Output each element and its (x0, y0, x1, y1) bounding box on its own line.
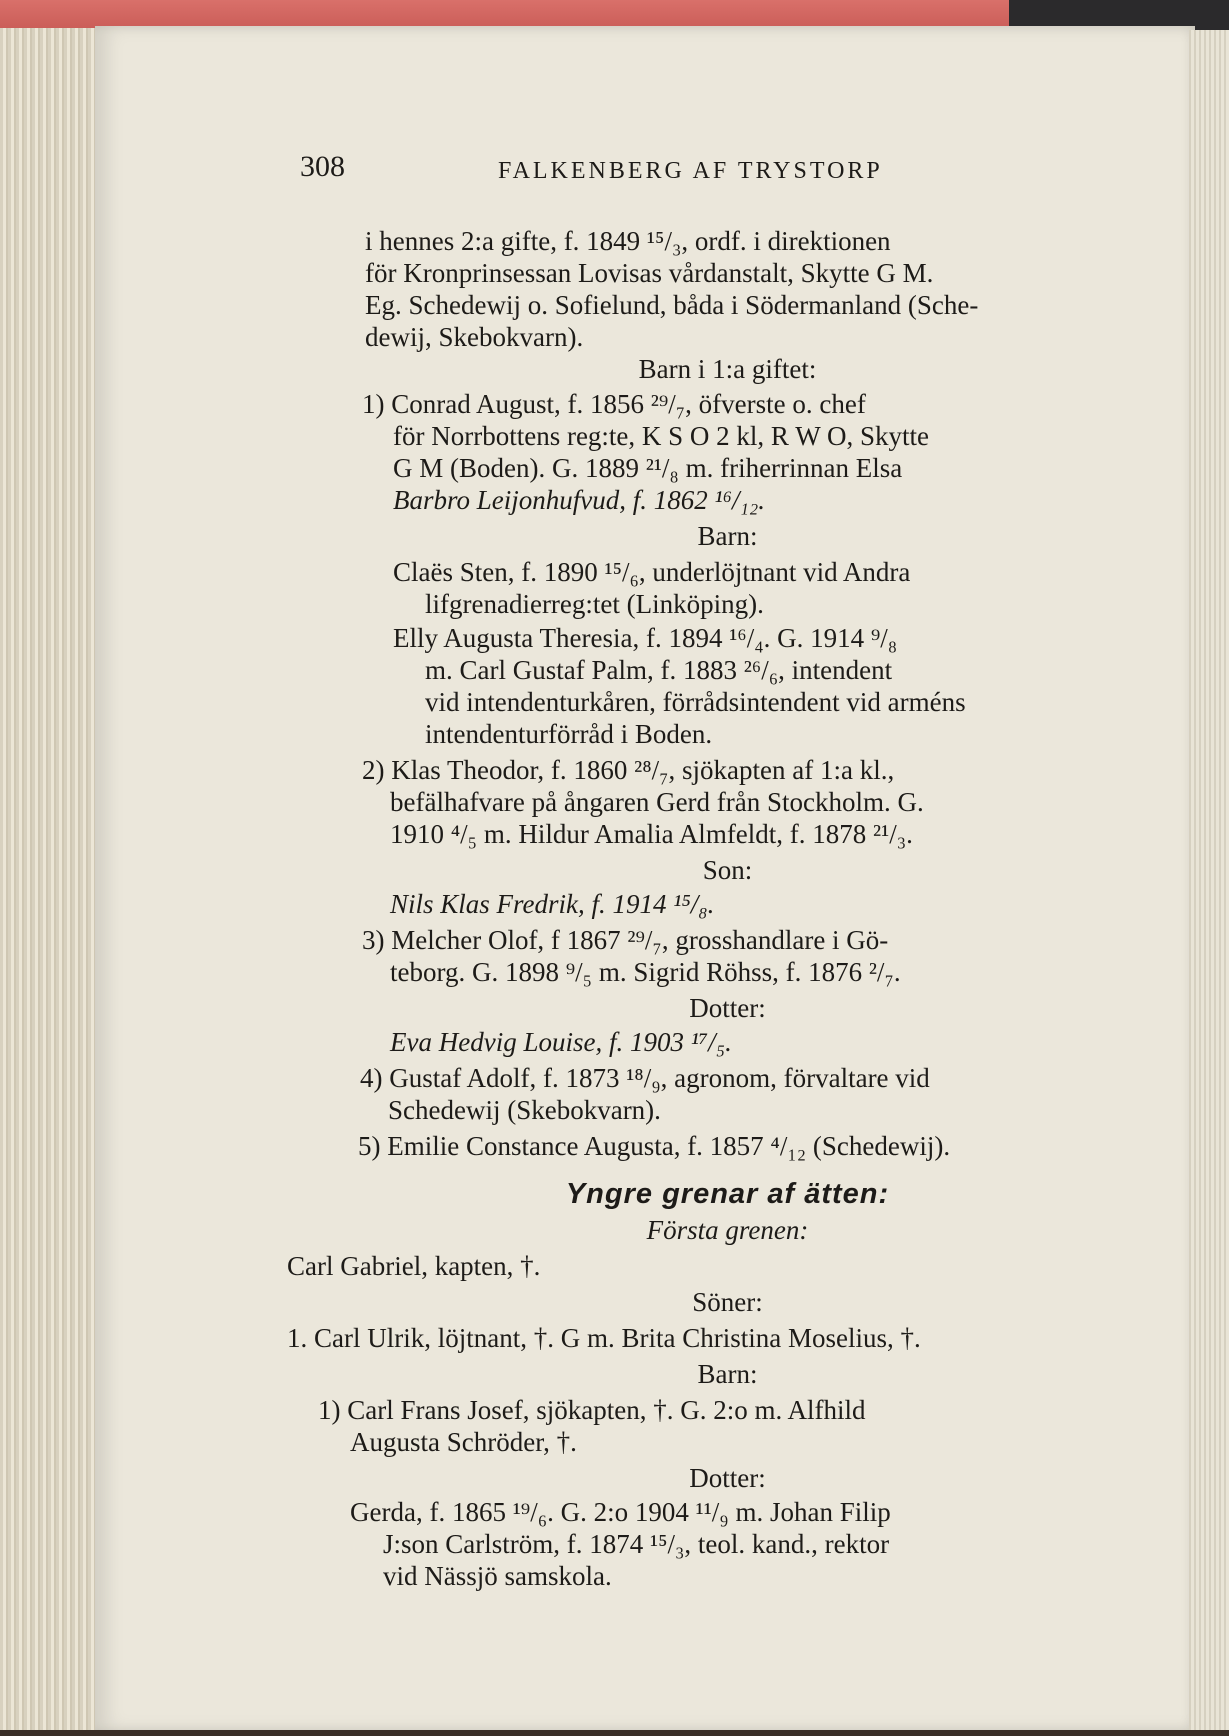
subheading-barn: Barn: (697, 521, 758, 551)
text-line: G M (Boden). G. 1889 ²¹/₈ m. friherrinnan Elsa (393, 453, 903, 483)
entry-carl-ulrik: 1. Carl Ulrik, löjtnant, †. G m. Brita Christina Moselius, †. (287, 1323, 921, 1353)
entry-elly-augusta: Elly Augusta Theresia, f. 1894 ¹⁶/₄. G. 1914 ⁹/₈ (393, 623, 898, 653)
text-line: Schedewij (Skebokvarn). (388, 1095, 661, 1125)
text-line: för Norrbottens reg:te, K S O 2 kl, R W O, Skytte (393, 421, 929, 451)
text-line: dewij, Skebokvarn). (365, 322, 584, 352)
text-line: m. Carl Gustaf Palm, f. 1883 ²⁶/₆, intendent (425, 655, 893, 685)
subheading-soner: Söner: (692, 1287, 763, 1317)
branch-heading: Första grenen: (646, 1215, 809, 1245)
subheading-barn: Barn: (697, 1359, 758, 1389)
entry-claes-sten: Claës Sten, f. 1890 ¹⁵/₆, underlöjtnant vid Andra (393, 557, 911, 587)
entry-carl-gabriel: Carl Gabriel, kapten, †. (287, 1251, 541, 1281)
text-line: 1910 ⁴/₅ m. Hildur Amalia Almfeldt, f. 1878 ²¹/₃. (390, 819, 913, 849)
text-line: teborg. G. 1898 ⁹/₅ m. Sigrid Röhss, f. 1876 ²/₇. (390, 957, 901, 987)
text-line: i hennes 2:a gifte, f. 1849 ¹⁵/₃, ordf. i direktionen (365, 226, 891, 256)
entry-conrad-august: 1) Conrad August, f. 1856 ²⁹/₇, öfverste o. chef (362, 389, 866, 419)
subheading-dotter: Dotter: (689, 993, 766, 1023)
text-line: Eg. Schedewij o. Sofielund, båda i Södermanland (Sche- (365, 290, 979, 320)
text-line: Barbro Leijonhufvud, f. 1862 ¹⁶/₁₂. (393, 485, 766, 515)
text-line: vid Nässjö samskola. (383, 1561, 612, 1591)
subheading-dotter: Dotter: (689, 1463, 766, 1493)
text-line: lifgrenadierreg:tet (Linköping). (425, 589, 764, 619)
text-line: vid intendenturkåren, förrådsintendent vid arméns (425, 687, 966, 717)
text-line: för Kronprinsessan Lovisas vårdanstalt, Skytte G M. (365, 258, 934, 288)
subheading-son: Son: (702, 855, 753, 885)
text-line: J:son Carlström, f. 1874 ¹⁵/₃, teol. kand., rektor (383, 1529, 890, 1559)
text-line: befälhafvare på ångaren Gerd från Stockholm. G. (390, 787, 924, 817)
entry-eva-hedvig: Eva Hedvig Louise, f. 1903 ¹⁷/₅. (390, 1027, 732, 1057)
entry-nils-klas: Nils Klas Fredrik, f. 1914 ¹⁵/₈. (390, 889, 715, 919)
entry-klas-theodor: 2) Klas Theodor, f. 1860 ²⁸/₇, sjökapten af 1:a kl., (362, 755, 895, 785)
entry-melcher-olof: 3) Melcher Olof, f 1867 ²⁹/₇, grosshandlare i Gö- (362, 925, 889, 955)
entry-gerda: Gerda, f. 1865 ¹⁹/₆. G. 2:o 1904 ¹¹/₉ m. Johan Filip (350, 1497, 891, 1527)
entry-gustaf-adolf: 4) Gustaf Adolf, f. 1873 ¹⁸/₉, agronom, förvaltare vid (360, 1063, 930, 1093)
text-line: Augusta Schröder, †. (350, 1427, 577, 1457)
text-line: intendenturförråd i Boden. (425, 719, 713, 749)
page-number: 308 (300, 150, 345, 183)
running-head: FALKENBERG AF TRYSTORP (498, 158, 883, 184)
entry-emilie-constance: 5) Emilie Constance Augusta, f. 1857 ⁴/₁₂ (Schedewij). (358, 1131, 951, 1161)
section-heading: Yngre grenar af ätten: (565, 1178, 890, 1210)
entry-carl-frans-josef: 1) Carl Frans Josef, sjökapten, †. G. 2:o m. Alfhild (318, 1395, 866, 1425)
subheading-barn: Barn i 1:a giftet: (638, 354, 817, 384)
